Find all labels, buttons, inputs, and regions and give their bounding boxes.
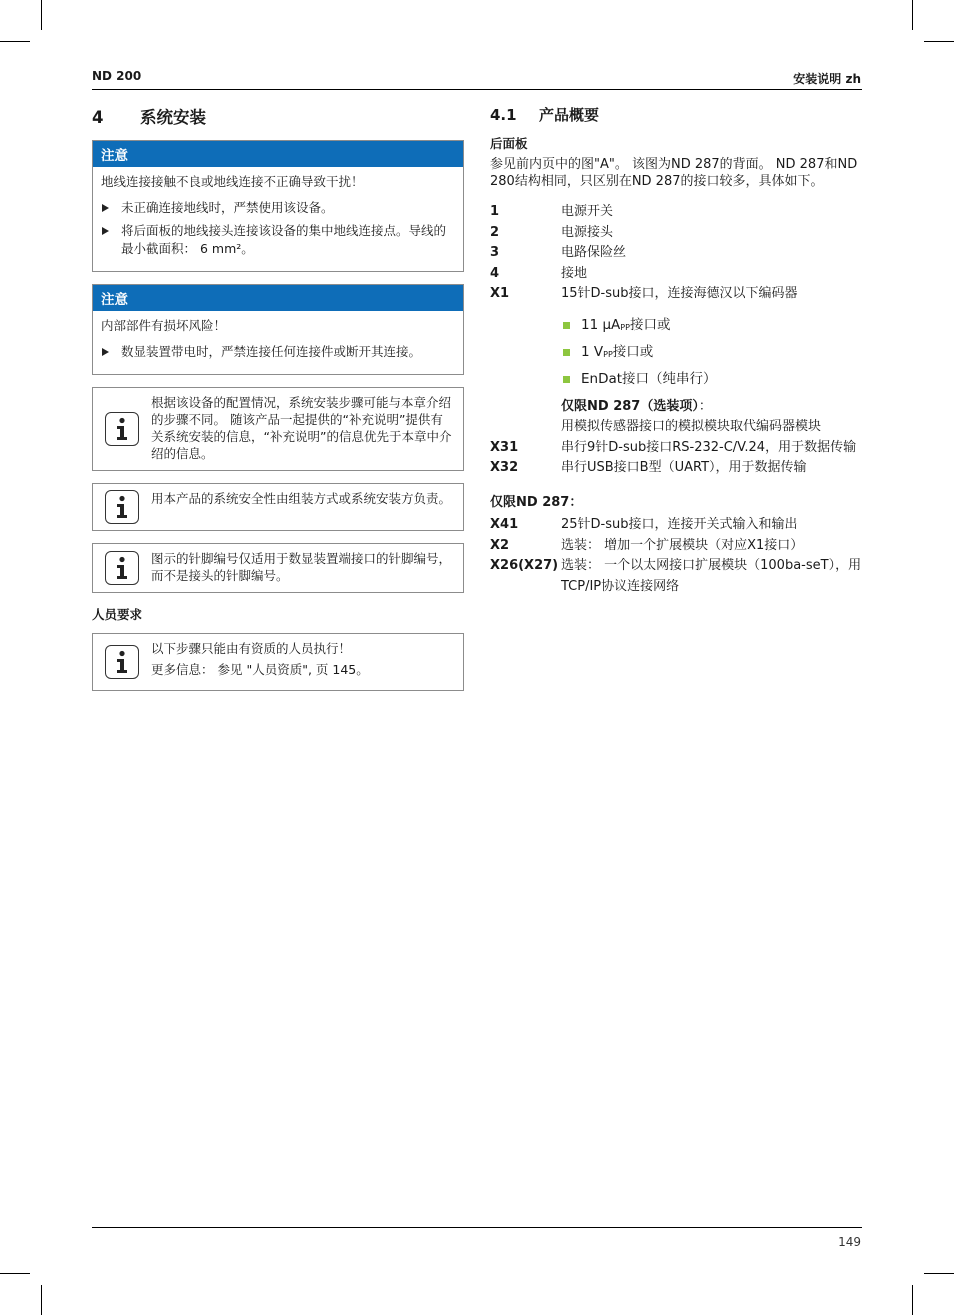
info-box xyxy=(92,483,464,531)
option-text: 用模拟传感器接口的模拟模块取代编码器模块 xyxy=(561,419,822,434)
list-item: 2 电源接头 xyxy=(490,224,614,240)
list-item: X41 25针D-sub接口，连接开关式输入和输出 xyxy=(490,517,798,532)
header-divider xyxy=(92,89,862,90)
info-box xyxy=(92,543,464,593)
crop-mark xyxy=(924,1273,954,1274)
list-item: 将后面板的地线接头连接该设备的集中地线连接点。导线的最小截面积： 6 mm²。 xyxy=(101,222,455,258)
triangle-bullet-icon xyxy=(102,348,109,356)
green-square-bullet-icon xyxy=(563,322,570,329)
crop-mark xyxy=(924,41,954,42)
triangle-bullet-icon xyxy=(102,227,109,235)
crop-mark xyxy=(0,1273,30,1274)
notice-body xyxy=(93,311,463,374)
section-number: 4 xyxy=(92,108,104,127)
list-item: 未正确连接地线时，严禁使用该设备。 xyxy=(101,199,455,217)
list-item: X31 串行9针D-sub接口RS-232-C/V.24，用于数据传输 xyxy=(490,439,857,455)
green-square-bullet-icon xyxy=(563,349,570,356)
page-number: 149 xyxy=(838,1235,861,1249)
option-label: 仅限ND 287（选装项） xyxy=(561,398,699,414)
notice-box xyxy=(92,140,464,272)
list-item: 1 电源开关 xyxy=(490,204,614,219)
left-column xyxy=(92,104,464,703)
info-text: 用本产品的系统安全性由组装方式或系统安装方负责。 xyxy=(151,491,452,506)
footer-divider xyxy=(92,1227,862,1228)
notice-lead: 内部部件有损坏风险！ xyxy=(101,318,227,333)
list-item: 数显装置带电时，严禁连接任何连接件或断开其连接。 xyxy=(101,343,455,361)
info-text: 根据该设备的配置情况，系统安装步骤可能与本章介绍的步骤不同。 随该产品一起提供的“补充说明”提供有关系统安装的信息，“补充说明”的信息优先于本章中介绍的信息。 xyxy=(151,395,452,461)
personnel-heading: 人员要求 xyxy=(92,607,143,622)
cross-reference-link[interactable]: 更多信息： 参见 "人员资质", 页 145。 xyxy=(151,662,369,677)
header-doc-title: 安装说明 zh xyxy=(793,72,861,86)
triangle-bullet-icon xyxy=(102,204,109,212)
crop-mark xyxy=(912,0,913,30)
section-title: 系统安装 xyxy=(140,108,206,127)
info-icon xyxy=(105,412,139,446)
list-item: 4 接地 xyxy=(490,265,588,281)
right-column xyxy=(490,104,862,597)
nd287-only-heading: 仅限ND 287： xyxy=(490,494,583,510)
subsection-number: 4.1 xyxy=(490,106,517,124)
info-icon xyxy=(105,490,139,524)
info-text: 以下步骤只能由有资质的人员执行！ 更多信息： 参见 "人员资质", 页 145。 xyxy=(150,634,463,690)
list-item: 3 电路保险丝 xyxy=(490,245,627,260)
info-text: 图示的针脚编号仅适用于数显装置端接口的针脚编号，而不是接头的针脚编号。 xyxy=(151,551,452,583)
list-item: X32 串行USB接口B型（UART），用于数据传输 xyxy=(490,460,807,475)
connector-list xyxy=(490,202,862,597)
notice-body xyxy=(93,167,463,271)
list-item: X2 选装： 增加一个扩展模块（对应X1接口） xyxy=(490,537,804,553)
option-note: 仅限ND 287（选装项）： 用模拟传感器接口的模拟模块取代编码器模块 xyxy=(561,397,862,438)
crop-mark xyxy=(0,41,30,42)
list-item: X26(X27) 选装： 一个以太网接口扩展模块（100ba-seT），用TCP/IP协议连接网络 xyxy=(490,558,862,594)
notice-box xyxy=(92,284,464,375)
section-heading xyxy=(92,104,464,128)
list-item: 11 $\mu A_{PP}$接口或 xyxy=(561,313,862,340)
info-box xyxy=(92,633,464,691)
header-product: ND 200 xyxy=(92,69,142,83)
notice-header: 注意 xyxy=(93,285,463,311)
list-item: EnDat接口（纯串行） xyxy=(561,367,862,391)
rear-panel-heading: 后面板 xyxy=(490,136,528,151)
encoder-interface-list xyxy=(561,313,862,391)
info-icon xyxy=(105,551,139,585)
subsection-title: 产品概要 xyxy=(539,106,600,124)
crop-mark xyxy=(41,1285,42,1315)
crop-mark xyxy=(41,0,42,30)
notice-lead: 地线连接接触不良或地线连接不正确导致干扰！ xyxy=(101,174,364,189)
info-box xyxy=(92,387,464,471)
subsection-heading xyxy=(490,104,862,128)
green-square-bullet-icon xyxy=(563,376,570,383)
list-item: X1 15针D-sub接口，连接海德汉以下编码器 xyxy=(490,286,798,301)
list-item: 1 $V_{PP}$接口或 xyxy=(561,340,862,367)
intro-paragraph: 参见前内页中的图"A"。 该图为ND 287的背面。 ND 287和ND 280结构相同，只区别在ND 287的接口较多，具体如下。 xyxy=(490,157,858,189)
crop-mark xyxy=(912,1285,913,1315)
info-icon xyxy=(105,645,139,679)
notice-header: 注意 xyxy=(93,141,463,167)
